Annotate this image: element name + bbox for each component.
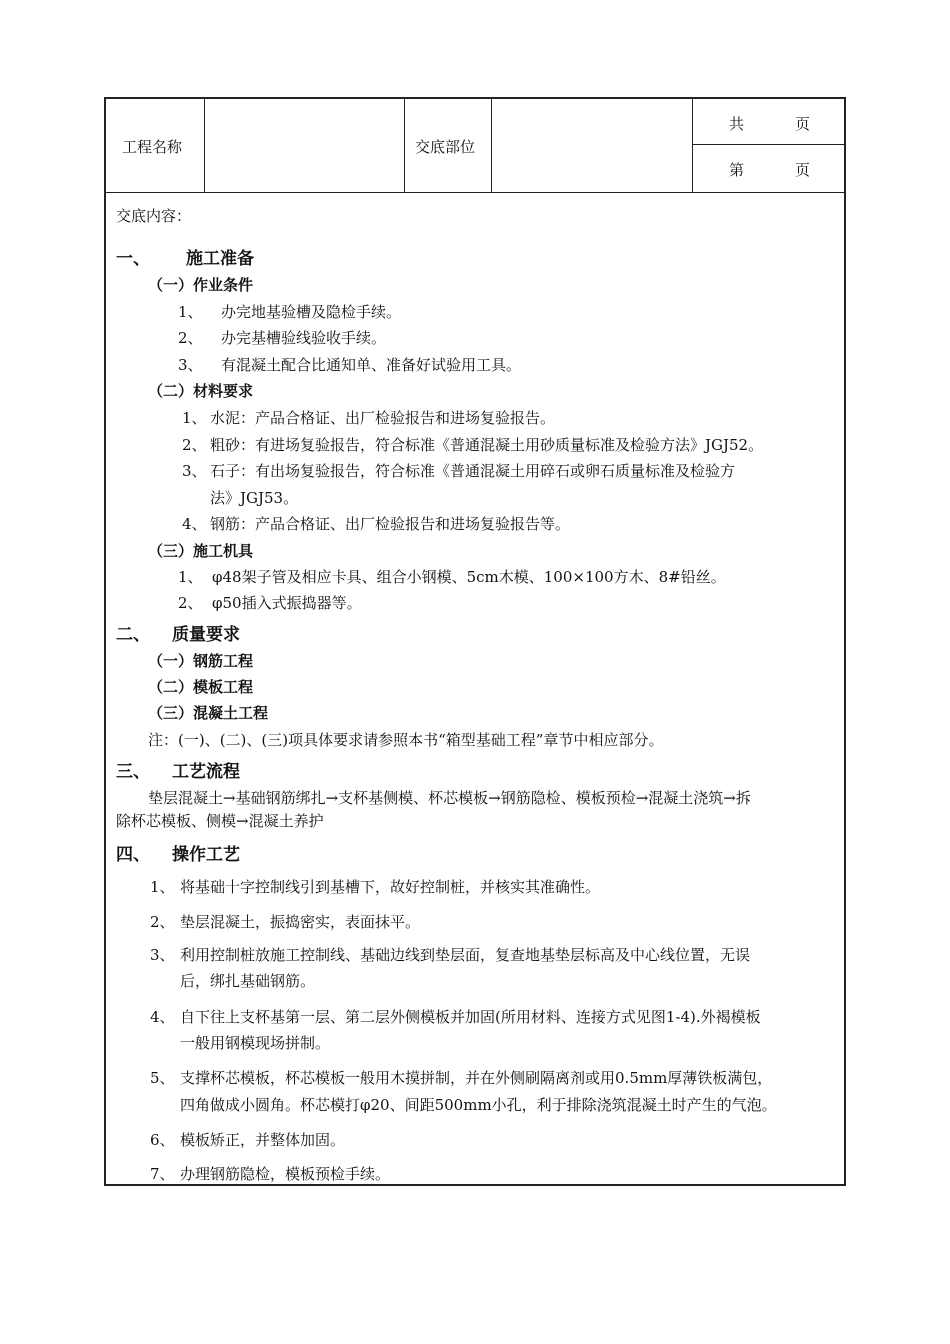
- s4-item-2-num: 2、: [150, 913, 175, 931]
- s1-sub2-item-1-text: 水泥：产品合格证、出厂检验报告和进场复验报告。: [210, 409, 556, 427]
- section-2-sub-3: （三）混凝土工程: [148, 704, 269, 722]
- header-table: [106, 99, 844, 193]
- section-1-sub-1-title: （一）作业条件: [148, 276, 254, 294]
- s4-item-3-num: 3、: [150, 946, 175, 964]
- project-name-label: 工程名称: [122, 138, 183, 156]
- s1-sub2-item-4-text: 钢筋：产品合格证、出厂检验报告和进场复验报告等。: [210, 515, 571, 533]
- section-2-sub-2: （二）模板工程: [148, 678, 254, 696]
- s1-sub2-item-3-num: 3、: [182, 462, 207, 480]
- s4-item-4-text: 自下往上支杯基第一层、第二层外侧模板并加固(所用材料、连接方式见图1-4).外褐模板: [180, 1008, 761, 1026]
- page-number-prefix: 第: [729, 161, 745, 179]
- s1-sub3-item-1-num: 1、: [178, 568, 203, 586]
- project-name-value-cell[interactable]: [205, 99, 405, 192]
- s1-sub2-item-2-num: 2、: [182, 436, 207, 454]
- s4-item-4-text-cont: 一般用钢模现场拼制。: [180, 1034, 331, 1052]
- s4-item-5-num: 5、: [150, 1069, 175, 1087]
- section-4-title: 操作工艺: [172, 845, 240, 865]
- s4-item-3-text: 利用控制桩放施工控制线、基础边线到垫层面，复查地基垫层标高及中心线位置，无误: [180, 946, 751, 964]
- process-flow-line-1: 垫层混凝土→基础钢筋绑扎→支杯基侧模、杯芯模板→钢筋隐检、模板预检→混凝土浇筑→拆: [148, 789, 751, 807]
- s1-sub1-item-3-num: 3、: [178, 356, 203, 374]
- location-value-cell[interactable]: [492, 99, 693, 192]
- section-1-number: 一、: [116, 249, 150, 269]
- section-3-title: 工艺流程: [172, 762, 240, 782]
- s4-item-1-text: 将基础十字控制线引到基槽下，故好控制桩，并核实其准确性。: [180, 878, 601, 896]
- s4-item-7-text: 办理钢筋隐检，模板预检手续。: [180, 1165, 391, 1183]
- section-2-title: 质量要求: [172, 625, 240, 645]
- s1-sub3-item-2-num: 2、: [178, 594, 203, 612]
- section-2-note: 注：(一)、(二)、(三)项具体要求请参照本书“箱型基础工程”章节中相应部分。: [148, 731, 664, 749]
- content-label: 交底内容：: [116, 207, 192, 225]
- s1-sub2-item-3-text: 石子：有出场复验报告，符合标准《普通混凝土用碎石或卵石质量标准及检验方: [210, 462, 736, 480]
- location-label: 交底部位: [415, 138, 476, 156]
- s1-sub1-item-1-num: 1、: [178, 303, 203, 321]
- s1-sub3-item-1-text: φ48架子管及相应卡具、组合小钢模、5cm木模、100×100方木、8#铅丝。: [212, 568, 726, 586]
- page-info-cell: [693, 99, 844, 192]
- section-1-sub-3-title: （三）施工机具: [148, 542, 254, 560]
- s1-sub2-item-2-text: 粗砂：有进场复验报告，符合标准《普通混凝土用砂质量标准及检验方法》JGJ52。: [210, 436, 764, 454]
- project-name-label-cell: [106, 99, 205, 192]
- s1-sub1-item-2-text: 办完基槽验线验收手续。: [221, 329, 387, 347]
- s4-item-7-num: 7、: [150, 1165, 175, 1183]
- s4-item-6-num: 6、: [150, 1131, 175, 1149]
- process-flow-line-2: 除杯芯模板、侧模→混凝土养护: [116, 812, 324, 830]
- section-1-title: 施工准备: [186, 249, 254, 269]
- disclosure-sheet: [104, 97, 846, 1186]
- section-2-sub-1: （一）钢筋工程: [148, 652, 254, 670]
- s4-item-4-num: 4、: [150, 1008, 175, 1026]
- page-number-suffix: 页: [795, 161, 811, 179]
- section-1-sub-2-title: （二）材料要求: [148, 382, 254, 400]
- page-number: [693, 145, 844, 192]
- section-3-number: 三、: [116, 762, 150, 782]
- s4-item-3-text-cont: 后，绑扎基础钢筋。: [180, 972, 316, 990]
- s1-sub2-item-3-text-cont: 法》JGJ53。: [210, 489, 299, 507]
- s4-item-6-text: 模板矫正，并整体加固。: [180, 1131, 346, 1149]
- s1-sub1-item-1-text: 办完地基验槽及隐检手续。: [221, 303, 402, 321]
- s1-sub2-item-1-num: 1、: [182, 409, 207, 427]
- section-4-number: 四、: [116, 845, 150, 865]
- section-2-number: 二、: [116, 625, 150, 645]
- s4-item-2-text: 垫层混凝土，振捣密实，表面抹平。: [180, 913, 421, 931]
- location-label-cell: [405, 99, 492, 192]
- s1-sub1-item-2-num: 2、: [178, 329, 203, 347]
- s1-sub2-item-4-num: 4、: [182, 515, 207, 533]
- s4-item-1-num: 1、: [150, 878, 175, 896]
- s4-item-5-text: 支撑杯芯模板，杯芯模板一般用木摸拼制，并在外侧刷隔离剂或用0.5mm厚薄铁板满包，: [180, 1069, 773, 1087]
- s1-sub3-item-2-text: φ50插入式振捣器等。: [212, 594, 362, 612]
- s1-sub1-item-3-text: 有混凝土配合比通知单、准备好试验用工具。: [221, 356, 522, 374]
- total-pages: [693, 99, 844, 145]
- total-pages-prefix: 共: [729, 115, 745, 133]
- s4-item-5-text-cont: 四角做成小圆角。杯芯模打φ20、间距500mm小孔，利于排除浇筑混凝土时产生的气泡。: [180, 1096, 777, 1114]
- total-pages-suffix: 页: [795, 115, 811, 133]
